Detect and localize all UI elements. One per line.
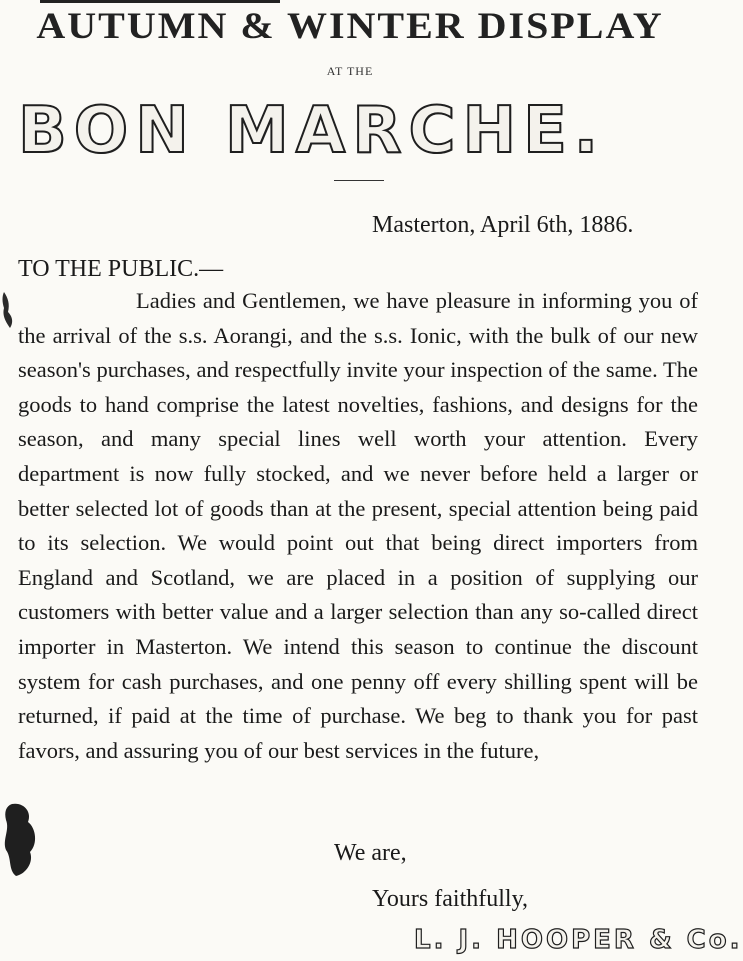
salutation: TO THE PUBLIC.— xyxy=(18,256,224,282)
top-rule xyxy=(40,0,280,3)
store-name: BON MARCHE. xyxy=(18,94,606,168)
headline: AUTUMN & WINTER DISPLAY xyxy=(36,4,664,47)
signature: L. J. HOOPER & Co. xyxy=(414,925,743,955)
letter-body: Ladies and Gentlemen, we have pleasure in informing you of the arrival of the s.s. Aorangi, and the s.s. Ionic, with the bulk of our new season's purchases, and respectfully invite your inspection of the same. The goods to hand comprise the latest novelties, fashions, and designs for the season, and many special lines well worth your attention. Every department is now fully stocked, and we never before held a larger or better selected lot of goods than at the present, special attention being paid to its selection. We would point out that being direct importers from England and Scotland, we are placed in a position of supplying our customers with better value and a larger selection than any so-called direct importer in Masterton. We intend this season to continue the discount system for cash purchases, and one penny off every shilling spent will be returned, if paid at the time of purchase. We beg to thank you for past favors, and assuring you of our best services in the future, xyxy=(18,288,698,763)
signoff-line: Yours faithfully, xyxy=(372,886,529,912)
at-the-label: AT THE xyxy=(326,64,374,78)
dateline: Masterton, April 6th, 1886. xyxy=(372,212,634,238)
closing-line: We are, xyxy=(334,840,407,866)
ink-blot-icon xyxy=(2,800,42,880)
divider-rule xyxy=(334,180,384,181)
ink-mark-icon xyxy=(0,290,20,330)
